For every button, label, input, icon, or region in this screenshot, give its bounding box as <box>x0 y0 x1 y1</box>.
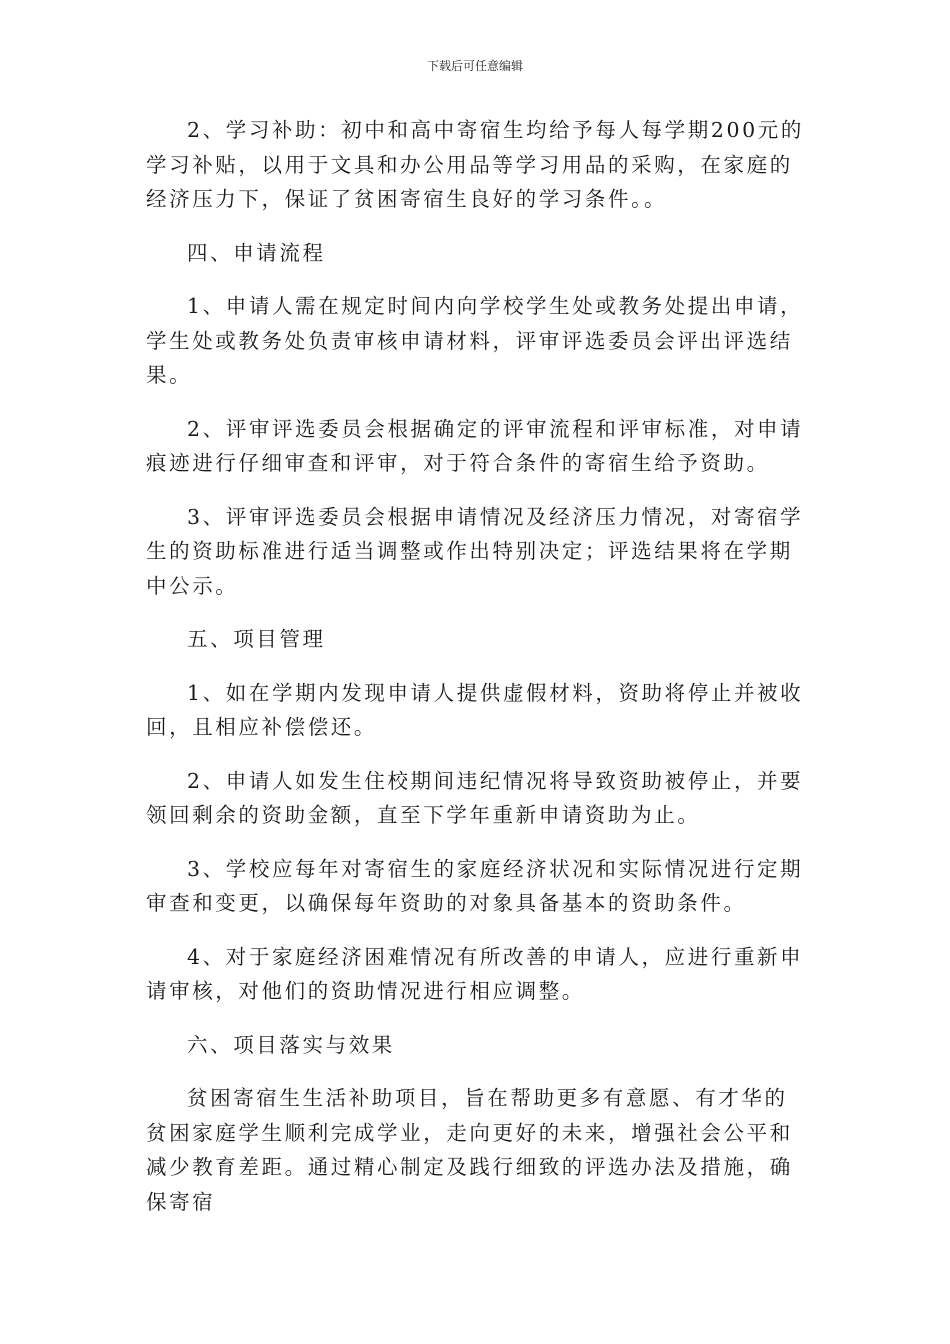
section-heading-implementation-effects: 六、项目落实与效果 <box>187 1032 395 1057</box>
page-header-note: 下载后可任意编辑 <box>426 59 523 73</box>
paragraph-study-subsidy: 2、学习补助：初中和高中寄宿生均给予每人每学期200元的学习补贴，以用于文具和办公用品等学习用品的采购，在家庭的经济压力下，保证了贫困寄宿生良好的学习条件。。 <box>146 118 804 211</box>
paragraph-management-rule-3: 3、学校应每年对寄宿生的家庭经济状况和实际情况进行定期审查和变更，以确保每年资助的对象具备基本的资助条件。 <box>146 856 804 915</box>
paragraph-application-step-1: 1、申请人需在规定时间内向学校学生处或教务处提出申请，学生处或教务处负责审核申请材料，评审评选委员会评出评选结果。 <box>146 294 804 387</box>
document-body <box>146 113 806 1219</box>
section-heading-application-process: 四、申请流程 <box>187 240 326 265</box>
paragraph-application-step-2: 2、评审评选委员会根据确定的评审流程和评审标准，对申请痕迹进行仔细审查和评审，对于符合条件的寄宿生给予资助。 <box>146 416 804 475</box>
section-heading-project-management: 五、项目管理 <box>187 627 326 651</box>
paragraph-management-rule-2: 2、申请人如发生住校期间违纪情况将导致资助被停止，并要领回剩余的资助金额，直至下学年重新申请资助为止。 <box>146 768 804 827</box>
paragraph-management-rule-4: 4、对于家庭经济困难情况有所改善的申请人，应进行重新申请审核，对他们的资助情况进行相应调整。 <box>146 944 804 1003</box>
paragraph-application-step-3: 3、评审评选委员会根据申请情况及经济压力情况，对寄宿学生的资助标准进行适当调整或作出特别决定；评选结果将在学期中公示。 <box>146 504 804 598</box>
paragraph-management-rule-1: 1、如在学期内发现申请人提供虚假材料，资助将停止并被收回，且相应补偿偿还。 <box>146 680 804 739</box>
paragraph-implementation-summary: 贫困寄宿生生活补助项目，旨在帮助更多有意愿、有才华的贫困家庭学生顺利完成学业，走向更好的未来，增强社会公平和减少教育差距。通过精心制定及践行细致的评选办法及措施，确保寄宿 <box>146 1086 793 1214</box>
